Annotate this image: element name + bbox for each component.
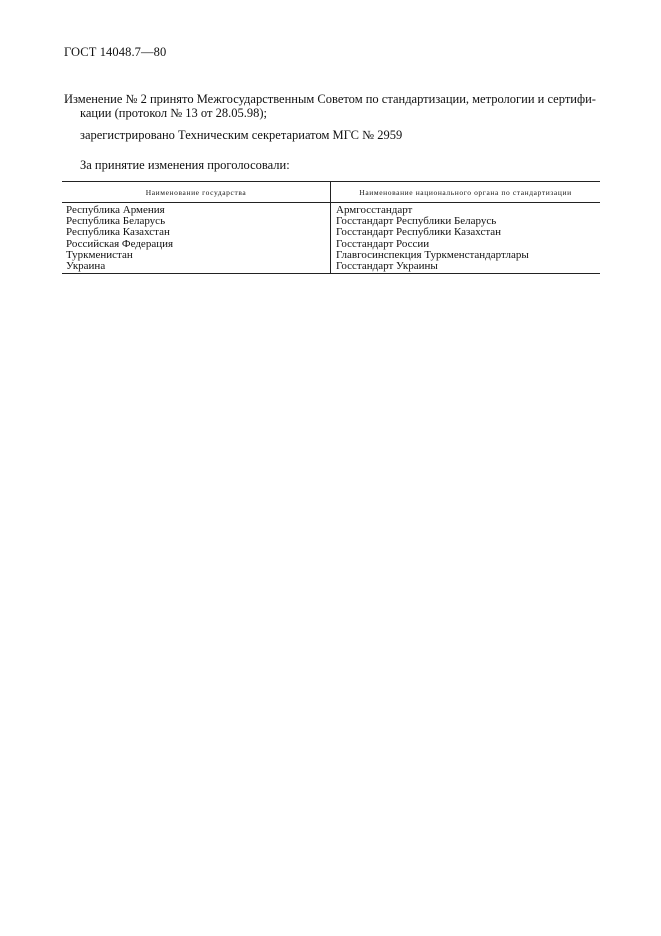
table-row <box>62 261 600 274</box>
national-body-cell: Госстандарт Республики Беларусь <box>336 215 497 228</box>
column-header-state: Наименование государства <box>62 182 331 203</box>
amendment-text-line-2: кации (протокол № 13 от 28.05.98); <box>80 106 267 120</box>
document-code: ГОСТ 14048.7—80 <box>64 45 167 59</box>
registration-paragraph: зарегистрировано Техническим секретариатом МГС № 2959 <box>80 128 403 142</box>
state-cell: Республика Беларусь <box>62 216 331 227</box>
table-row <box>62 227 600 238</box>
amendment-text-line-1: Изменение № 2 принято Межгосударственным Советом по стандартизации, метрологии и сертифи- <box>64 92 596 106</box>
national-body-cell: Госстандарт Украины <box>331 261 601 274</box>
voting-table <box>62 181 600 274</box>
state-cell: Украина <box>62 261 331 274</box>
state-cell: Республика Армения <box>62 203 331 217</box>
table-header-row <box>62 182 600 203</box>
state-cell: Республика Казахстан <box>62 227 331 238</box>
voted-paragraph: За принятие изменения проголосовали: <box>80 158 290 172</box>
national-body-cell: Главгосинспекция Туркменстандартлары <box>336 248 529 261</box>
national-body-cell: Армгосстандарт <box>336 204 413 216</box>
amendment-paragraph <box>64 92 604 120</box>
national-body-cell: Госстандарт Республики Казахстан <box>336 226 502 239</box>
state-cell: Туркменистан <box>62 250 331 261</box>
national-body-cell: Госстандарт России <box>336 237 430 250</box>
table-row <box>62 250 600 261</box>
state-cell: Российская Федерация <box>62 239 331 250</box>
column-header-national-body: Наименование национального органа по стандартизации <box>331 182 601 203</box>
table-row <box>62 203 600 217</box>
